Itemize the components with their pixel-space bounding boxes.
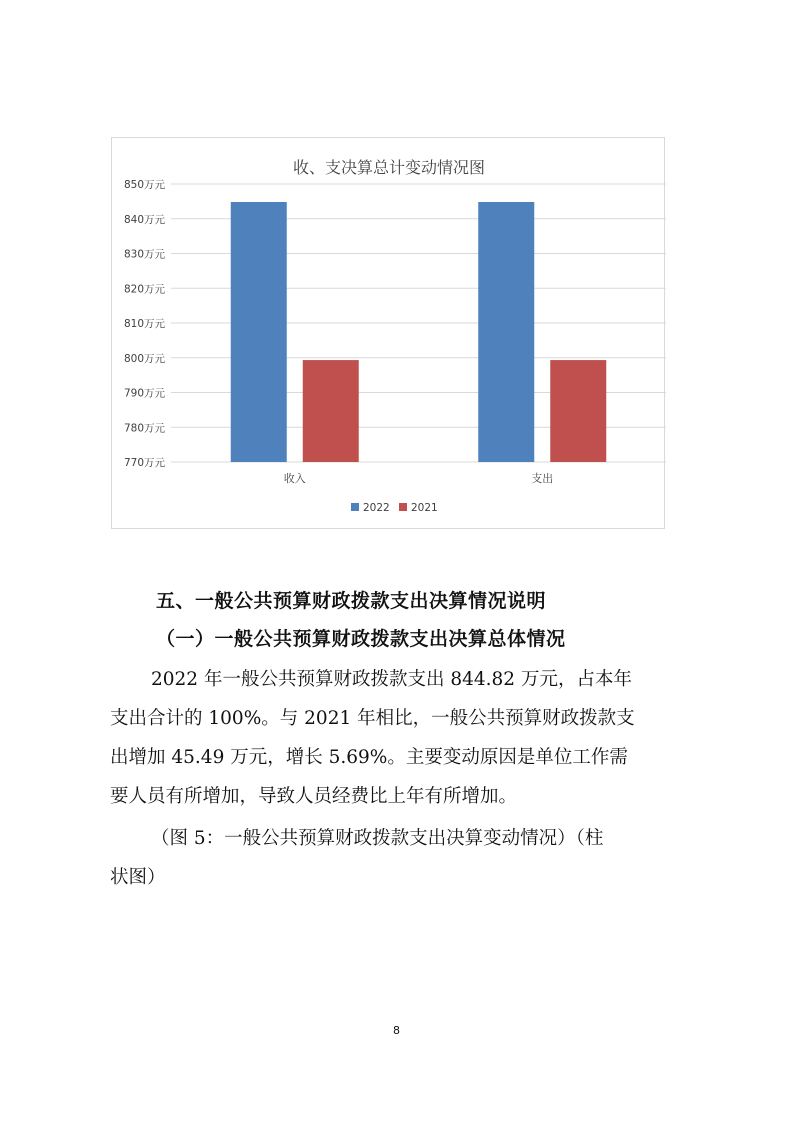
- legend-label: 2021: [411, 502, 438, 514]
- chart-title: 收、支决算总计变动情况图: [292, 158, 486, 177]
- chart-container: [111, 137, 665, 529]
- bar-2021-收入: [303, 360, 359, 462]
- bar-chart: [112, 138, 666, 530]
- y-tick-label: 820万元: [123, 283, 165, 296]
- bar-2022-支出: [478, 202, 534, 462]
- y-tick-label: 810万元: [123, 318, 165, 330]
- legend-swatch-2022: [351, 503, 359, 511]
- y-tick-label: 850万元: [123, 179, 165, 191]
- figure-caption-line: （图 5：一般公共预算财政拨款支出决算变动情况）（柱: [151, 828, 604, 849]
- x-category-label: 支出: [531, 472, 554, 485]
- figure-caption-line: 状图）: [110, 867, 166, 888]
- sub-heading: （一）一般公共预算财政拨款支出决算总体情况: [156, 628, 566, 650]
- bar-2021-支出: [550, 360, 606, 462]
- y-tick-label: 840万元: [123, 213, 165, 226]
- paragraph-line: 2022 年一般公共预算财政拨款支出 844.82 万元，占本年: [151, 669, 632, 690]
- y-tick-label: 780万元: [123, 422, 165, 435]
- legend-label: 2022: [363, 502, 390, 514]
- paragraph-line: 要人员有所增加，导致人员经费比上年有所增加。: [110, 786, 518, 807]
- paragraph-line: 支出合计的 100%。与 2021 年相比，一般公共预算财政拨款支: [110, 708, 635, 729]
- bar-2022-收入: [231, 202, 287, 462]
- y-tick-label: 790万元: [123, 387, 165, 400]
- section-heading: 五、一般公共预算财政拨款支出决算情况说明: [156, 590, 547, 612]
- legend-swatch-2021: [399, 503, 407, 511]
- page-number: 8: [393, 1024, 400, 1037]
- y-tick-label: 830万元: [123, 248, 165, 261]
- y-tick-label: 770万元: [123, 457, 165, 469]
- paragraph-line: 出增加 45.49 万元，增长 5.69%。主要变动原因是单位工作需: [110, 747, 628, 768]
- x-category-label: 收入: [283, 472, 306, 485]
- y-tick-label: 800万元: [123, 352, 165, 365]
